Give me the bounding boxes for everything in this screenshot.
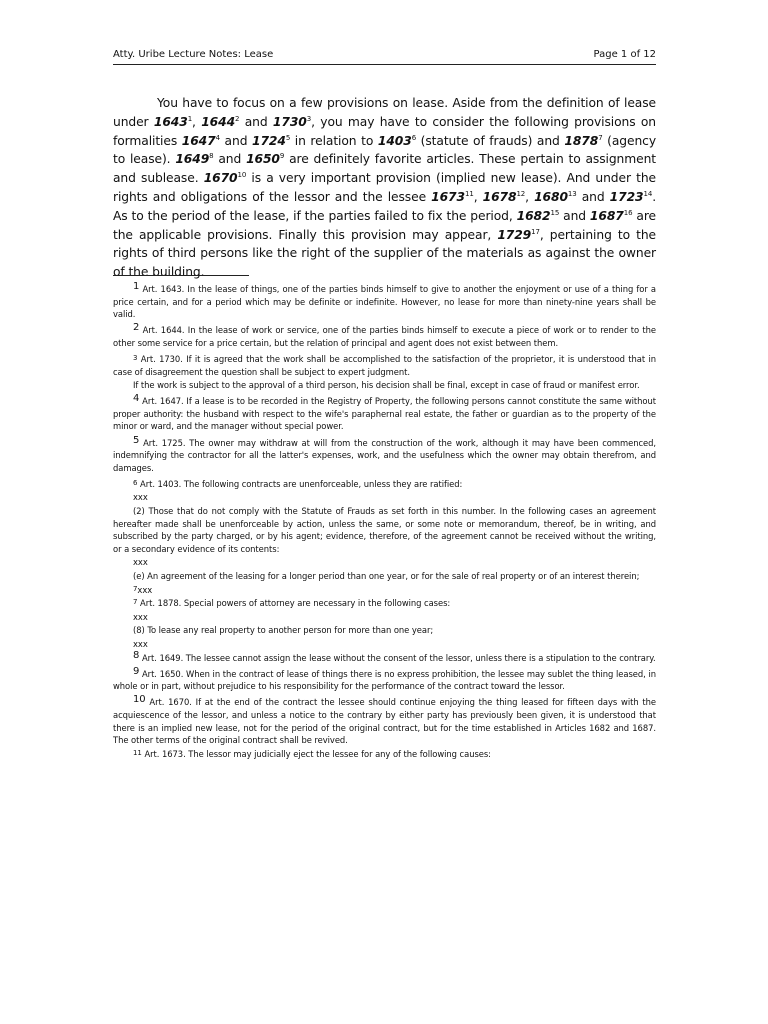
footnote-number: 5 (133, 434, 140, 446)
body-text: , (473, 189, 483, 204)
footnote-number: 11 (133, 748, 142, 757)
article-ref: 1673 (431, 189, 465, 204)
footnote-number: 1 (133, 281, 140, 292)
article-ref: 1729 (497, 227, 532, 242)
footnote-ref: 12 (516, 189, 526, 198)
footnote-ref: 16 (623, 208, 633, 217)
page-number: Page 1 of 12 (593, 49, 656, 60)
article-ref: 1680 (534, 189, 568, 204)
footnote-text: xxx (137, 584, 153, 595)
article-ref: 1649 (175, 152, 210, 167)
footnotes-section (113, 283, 656, 764)
body-text: . As to the period of the lease, if the parties failed to fix the period, (113, 189, 657, 223)
footnote-text: Art. 1647. If a lease is to be recorded in the Registry of Property, the following persons cannot constitute the same without proper authority: the husband with respect to the wife's paraphernal real estate, the father or guardian as to the property of the minor or ward, and the manager without special power. (113, 396, 656, 432)
footnote-text: Art. 1650. When in the contract of lease of things there is no express prohibition, the lessee may sublet the thing leased, in whole or in part, without prejudice to his responsibility for the performance of the contract toward the lessor. (113, 668, 656, 692)
body-text: are definitely favorite articles. These pertain to assignment and sublease. (113, 152, 657, 186)
footnote-text: xxx (133, 638, 148, 649)
footnote-continuation (113, 638, 656, 651)
footnote-continuation (113, 570, 656, 583)
footnote-number: 3 (133, 353, 138, 362)
footnote-ref: 10 (237, 171, 247, 180)
footnote-text: Art. 1670. If at the end of the contract the lessee should continue enjoying the thing leased for fifteen days with the acquiescence of the lessor, and unless a notice to the contrary by either party has previously been given, it is understood that there is an implied new lease, not for the period of the original contract, but for the time established in Articles 1682 and 1687. The other terms of the original contract shall be revived. (113, 697, 656, 746)
footnote (113, 748, 656, 761)
body-text: (agency to lease). (113, 133, 657, 167)
footnote (113, 434, 656, 475)
footnote-number: 7 (133, 584, 138, 593)
body-text: and (559, 208, 590, 223)
article-ref: 1650 (246, 152, 280, 167)
body-text: is a very important provision (implied new lease). And under the rights and obligations of the lessor and the lessee (113, 171, 656, 204)
article-ref: 1878 (564, 133, 599, 148)
footnote-ref: 4 (215, 133, 220, 142)
footnote-number: 2 (133, 322, 140, 334)
article-ref: 1687 (589, 208, 624, 223)
footnote-text: Art. 1649. The lessee cannot assign the lease without the consent of the lessor, unless there is a stipulation to the contrary. (141, 652, 656, 663)
footnote (113, 395, 656, 433)
body-text: , you may have to consider the following provisions on formalities (113, 114, 656, 148)
footnote-text: Art. 1403. The following contracts are unenforceable, unless they are ratified: (140, 478, 463, 489)
footnote-continuation (113, 624, 656, 637)
footnote-number: 4 (133, 393, 140, 405)
footnote (113, 649, 656, 665)
body-text: (statute of frauds) and (416, 133, 565, 148)
footnote-ref: 14 (643, 189, 653, 198)
footnote-text: Art. 1730. If it is agreed that the work shall be accomplished to the satisfaction of the proprietor, it is understood that in case of disagreement the question shall be subject to expert judgment. (113, 353, 656, 377)
footnote-ref: 15 (550, 208, 560, 217)
footnote-text: (e) An agreement of the leasing for a longer period than one year, or for the sale of real property or of an interest therein; (133, 570, 640, 581)
footnote-continuation (113, 491, 656, 504)
footnote-ref: 2 (235, 114, 240, 123)
article-ref: 1678 (482, 189, 517, 204)
body-text: , (525, 189, 535, 204)
header-title: Atty. Uribe Lecture Notes: Lease (113, 49, 274, 60)
footnote-ref: 8 (209, 152, 214, 161)
footnote-ref: 13 (567, 189, 577, 198)
article-ref: 1682 (516, 208, 551, 223)
footnote (113, 665, 656, 693)
footnote (113, 696, 656, 746)
footnote-text: (2) Those that do not comply with the Statute of Frauds as set forth in this number. In the following cases an agreement hereafter made shall be unenforceable by action, unless the same, or some note or memorandum, thereof, be in writing, and subscribed by the party charged, or by his agent; evidence, therefore, of the agreement cannot be received without the writing, or a secondary evidence of its contents: (113, 506, 656, 554)
footnote-ref: 1 (187, 114, 193, 123)
footnote-number: 6 (133, 478, 138, 487)
footnote-separator (113, 275, 249, 276)
footnote-continuation (113, 505, 656, 555)
footnote-text: Art. 1673. The lessor may judicially eject the lessee for any of the following causes: (144, 748, 491, 759)
footnote (113, 597, 656, 610)
footnote-ref: 17 (531, 227, 540, 236)
footnote-text: xxx (133, 557, 148, 568)
article-ref: 1647 (181, 133, 216, 148)
footnote-text: Art. 1878. Special powers of attorney are necessary in the following cases: (140, 598, 451, 609)
article-ref: 1724 (252, 133, 286, 148)
main-paragraph (113, 94, 656, 282)
footnote-ref: 3 (306, 114, 312, 123)
footnote-number: 9 (133, 665, 140, 677)
footnote (113, 478, 656, 491)
body-text: are the applicable provisions. Finally this provision may appear, (113, 208, 656, 242)
footnote-text: Art. 1644. In the lease of work or service, one of the parties binds himself to execute a piece of work or to render to the other some service for a price certain, but the relation of principal and agent does not exist between them. (113, 325, 656, 348)
footnote-continuation (113, 611, 656, 624)
body-text: and (213, 152, 247, 167)
footnote-ref: 6 (411, 133, 417, 142)
footnote-text: Art. 1643. In the lease of things, one of the parties binds himself to give to another the enjoyment or use of a thing for a price certain, and for a period which may be definite or indefinite. However, no lease for more than ninety-nine years shall be valid. (113, 284, 656, 320)
article-ref: 1670 (203, 171, 238, 186)
footnote (113, 353, 656, 378)
footnote-text: xxx (133, 611, 148, 622)
page-header (113, 46, 656, 65)
footnote-ref: 9 (279, 152, 285, 161)
footnote-ref: 5 (285, 133, 291, 142)
article-ref: 1403 (377, 133, 412, 148)
footnote-number: 10 (133, 694, 146, 706)
body-text: and (576, 189, 610, 204)
article-ref: 1730 (272, 114, 307, 129)
footnote-continuation (113, 379, 656, 392)
article-ref: 1643 (153, 114, 188, 129)
article-ref: 1644 (201, 114, 236, 129)
footnote-ref: 7 (598, 133, 603, 142)
body-text: You have to focus on a few provisions on lease. Aside from the definition of lease under (113, 96, 656, 129)
footnote-number: 8 (133, 649, 140, 661)
footnote-ref: 11 (464, 189, 474, 198)
body-text: , (192, 114, 202, 129)
article-ref: 1723 (609, 189, 644, 204)
body-text: , pertaining to the rights of third persons like the right of the supplier of the materials as against the owner of the building. (113, 227, 656, 280)
footnote-text: Art. 1725. The owner may withdraw at will from the construction of the work, although it may have been commenced, indemnifying the contractor for all the latter's expenses, work, and the usefulness which the owner may obtain therefrom, and damages. (113, 437, 656, 473)
footnote-text: xxx (133, 492, 148, 503)
footnote-text: If the work is subject to the approval of a third person, his decision shall be final, except in case of fraud or manifest error. (133, 380, 640, 391)
footnote (113, 584, 656, 597)
body-text: in relation to (290, 133, 378, 148)
footnote (113, 324, 656, 349)
body-text: and (239, 114, 273, 129)
footnote-number: 7 (133, 598, 138, 607)
body-text: and (219, 133, 253, 148)
footnote-continuation (113, 556, 656, 569)
footnote-text: (8) To lease any real property to another person for more than one year; (133, 625, 434, 636)
footnote (113, 283, 656, 321)
